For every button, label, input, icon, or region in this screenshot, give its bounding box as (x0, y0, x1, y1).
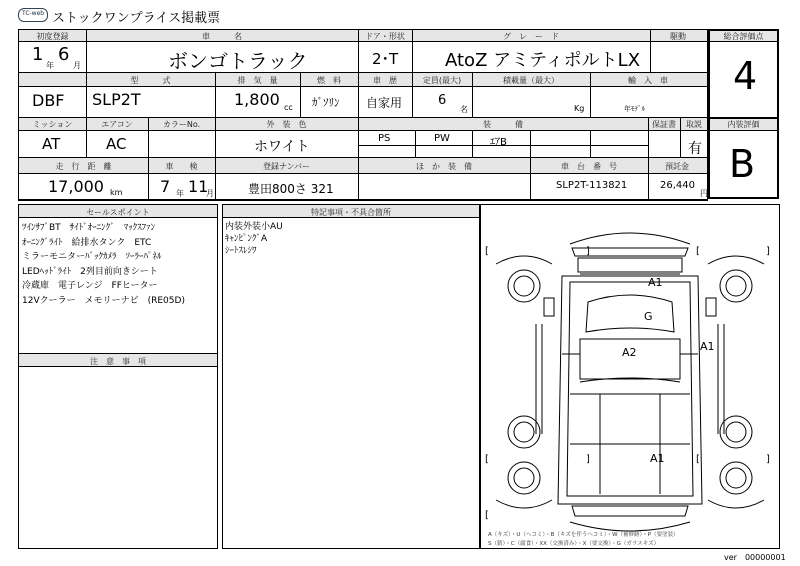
label-manual: 取説 (686, 120, 702, 129)
bracket-open: [ (696, 454, 700, 465)
label-import: 輸 入 車 (628, 76, 668, 85)
door-shape-value: 2･T (372, 50, 399, 68)
label-capacity: 定員(最大) (422, 76, 462, 85)
label-fuel: 燃 料 (317, 76, 341, 85)
label-color-no: カラーNo. (162, 120, 201, 129)
first-reg-year-unit: 年 (46, 61, 54, 70)
capacity-unit: 名 (460, 105, 468, 114)
sales-point-item: 冷蔵庫 電子レンジ FFヒーター (22, 281, 158, 291)
note-item: ｷｬﾝﾋﾟﾝｸﾞA (225, 234, 268, 244)
bracket-close: ] (766, 246, 770, 257)
legend-line-1: A（キズ）・U（ヘコミ）・B（キズを伴うヘコミ）・W（補修跡）・P（要塗装） (488, 532, 679, 538)
label-equipment: 装 備 (483, 120, 523, 129)
first-reg-year: 1 (32, 44, 44, 65)
bracket-close: ] (586, 246, 590, 257)
manual-value: 有 (688, 141, 702, 157)
version-label: ver 00000001 (724, 553, 786, 562)
inspection-month-value: 11 (188, 177, 209, 196)
first-reg-month: 6 (58, 44, 70, 65)
sales-point-item: 12Vクーラー メモリーナビ (RE05D) (22, 295, 185, 306)
label-aircon: エアコン (101, 120, 133, 129)
logo-text: TC-web (22, 10, 45, 17)
damage-mark: A2 (622, 346, 637, 359)
sales-point-item: ミラーモニターﾊﾞｯｸｶﾒﾗ ｿｰﾗｰﾊﾟﾈﾙ (22, 252, 162, 262)
mileage-unit: km (110, 188, 123, 197)
label-total-score: 総合評価点 (723, 32, 764, 41)
grade-value: AtoZ アミティポルトLX (445, 50, 641, 71)
equipment-ps: PS (378, 133, 391, 144)
total-score-value: 4 (733, 54, 758, 98)
capacity-value: 6 (438, 93, 447, 108)
load-unit: Kg (574, 104, 585, 113)
label-first-reg: 初度登録 (36, 32, 69, 41)
car-name-value: ボンゴトラック (168, 49, 308, 73)
equipment-pw: PW (434, 133, 450, 144)
label-sales-points: セールスポイント (86, 208, 150, 217)
label-inspection: 車 検 (165, 162, 198, 171)
page-title: ストックワンプライス掲載票 (52, 11, 221, 26)
note-item: ｼｰﾄｽﾚｼﾜ (225, 246, 257, 256)
first-reg-month-unit: 月 (73, 61, 81, 70)
mileage-value: 17,000 (48, 177, 104, 196)
label-door-shape: ドア・形状 (365, 32, 405, 41)
sales-point-item: ﾂｲﾝｻﾌﾞBT ｻｲﾄﾞｵｰﾆﾝｸﾞ ﾏｯｸｽﾌｧﾝ (22, 223, 156, 233)
bracket-close: ] (586, 454, 590, 465)
label-grade: グ レ ー ド (503, 32, 559, 41)
label-exterior-color: 外 装 色 (266, 120, 307, 129)
label-drive: 駆動 (670, 32, 686, 41)
label-plate: 登録ナンバー (262, 162, 311, 171)
note-item: 内装外装小AU (225, 222, 283, 232)
equipment-airbag: ｴｱB (490, 137, 507, 148)
deposit-unit: 円 (700, 189, 708, 198)
bracket-open: [ (485, 246, 489, 257)
displacement-value: 1,800 (234, 90, 280, 109)
model-prefix-value: DBF (32, 91, 65, 110)
label-mileage: 走 行 距 離 (55, 162, 112, 171)
label-usage: 車 歴 (373, 76, 397, 85)
label-model-type: 型 式 (130, 76, 171, 85)
fuel-value: ｶﾞｿﾘﾝ (312, 96, 340, 109)
inspection-year-value: 7 (160, 177, 171, 196)
plate-value: 豊田800さ 321 (248, 182, 334, 196)
label-car-name: 車 名 (202, 32, 242, 41)
bracket-open: [ (485, 510, 489, 521)
damage-mark: A1 (650, 452, 665, 465)
interior-score-value: B (729, 142, 756, 186)
chassis-no-value: SLP2T-113821 (556, 180, 628, 191)
legend-line-2: S（錆）・C（腐食）・XX（交換済み）・X（要交換）・G（ガラスキズ） (488, 541, 660, 547)
deposit-value: 26,440 (660, 180, 695, 191)
label-interior-score: 内装評価 (727, 120, 760, 129)
vehicle-diagram (480, 204, 780, 549)
label-deposit: 預託金 (665, 162, 689, 171)
sales-point-item: ｵｰﾆﾝｸﾞﾗｲﾄ 給排水タンク ETC (22, 237, 152, 248)
label-caution: 注 意 事 項 (90, 357, 146, 366)
damage-mark: A1 (700, 340, 715, 353)
label-notes: 特記事項・不具合箇所 (311, 208, 391, 217)
label-other-equipment: ほ か 装 備 (416, 162, 472, 171)
label-load: 積載量（最大） (503, 76, 559, 85)
logo (18, 8, 48, 22)
damage-mark: G (644, 310, 653, 323)
mission-value: AT (42, 135, 61, 153)
notes-list (225, 221, 283, 257)
inspection-month-unit: 月 (206, 189, 214, 198)
label-warranty: 保証書 (652, 120, 676, 129)
label-mission: ミッション (32, 120, 73, 129)
year-model-label: 年ﾓﾃﾞﾙ (624, 105, 645, 113)
sales-point-item: LEDﾍｯﾄﾞﾗｲﾄ 2列目前向きシート (22, 266, 158, 277)
bracket-open: [ (696, 246, 700, 257)
bracket-close: ] (766, 454, 770, 465)
aircon-value: AC (106, 135, 127, 153)
damage-mark: A1 (648, 276, 663, 289)
exterior-color-value: ホワイト (254, 139, 310, 155)
bracket-open: [ (485, 454, 489, 465)
inspection-year-unit: 年 (176, 189, 184, 198)
usage-value: 自家用 (366, 96, 403, 110)
sales-points-list (22, 221, 185, 308)
label-displacement: 排 気 量 (237, 76, 278, 85)
label-chassis-no: 車 台 番 号 (561, 162, 617, 171)
displacement-unit: cc (284, 103, 293, 112)
model-value: SLP2T (92, 90, 141, 109)
